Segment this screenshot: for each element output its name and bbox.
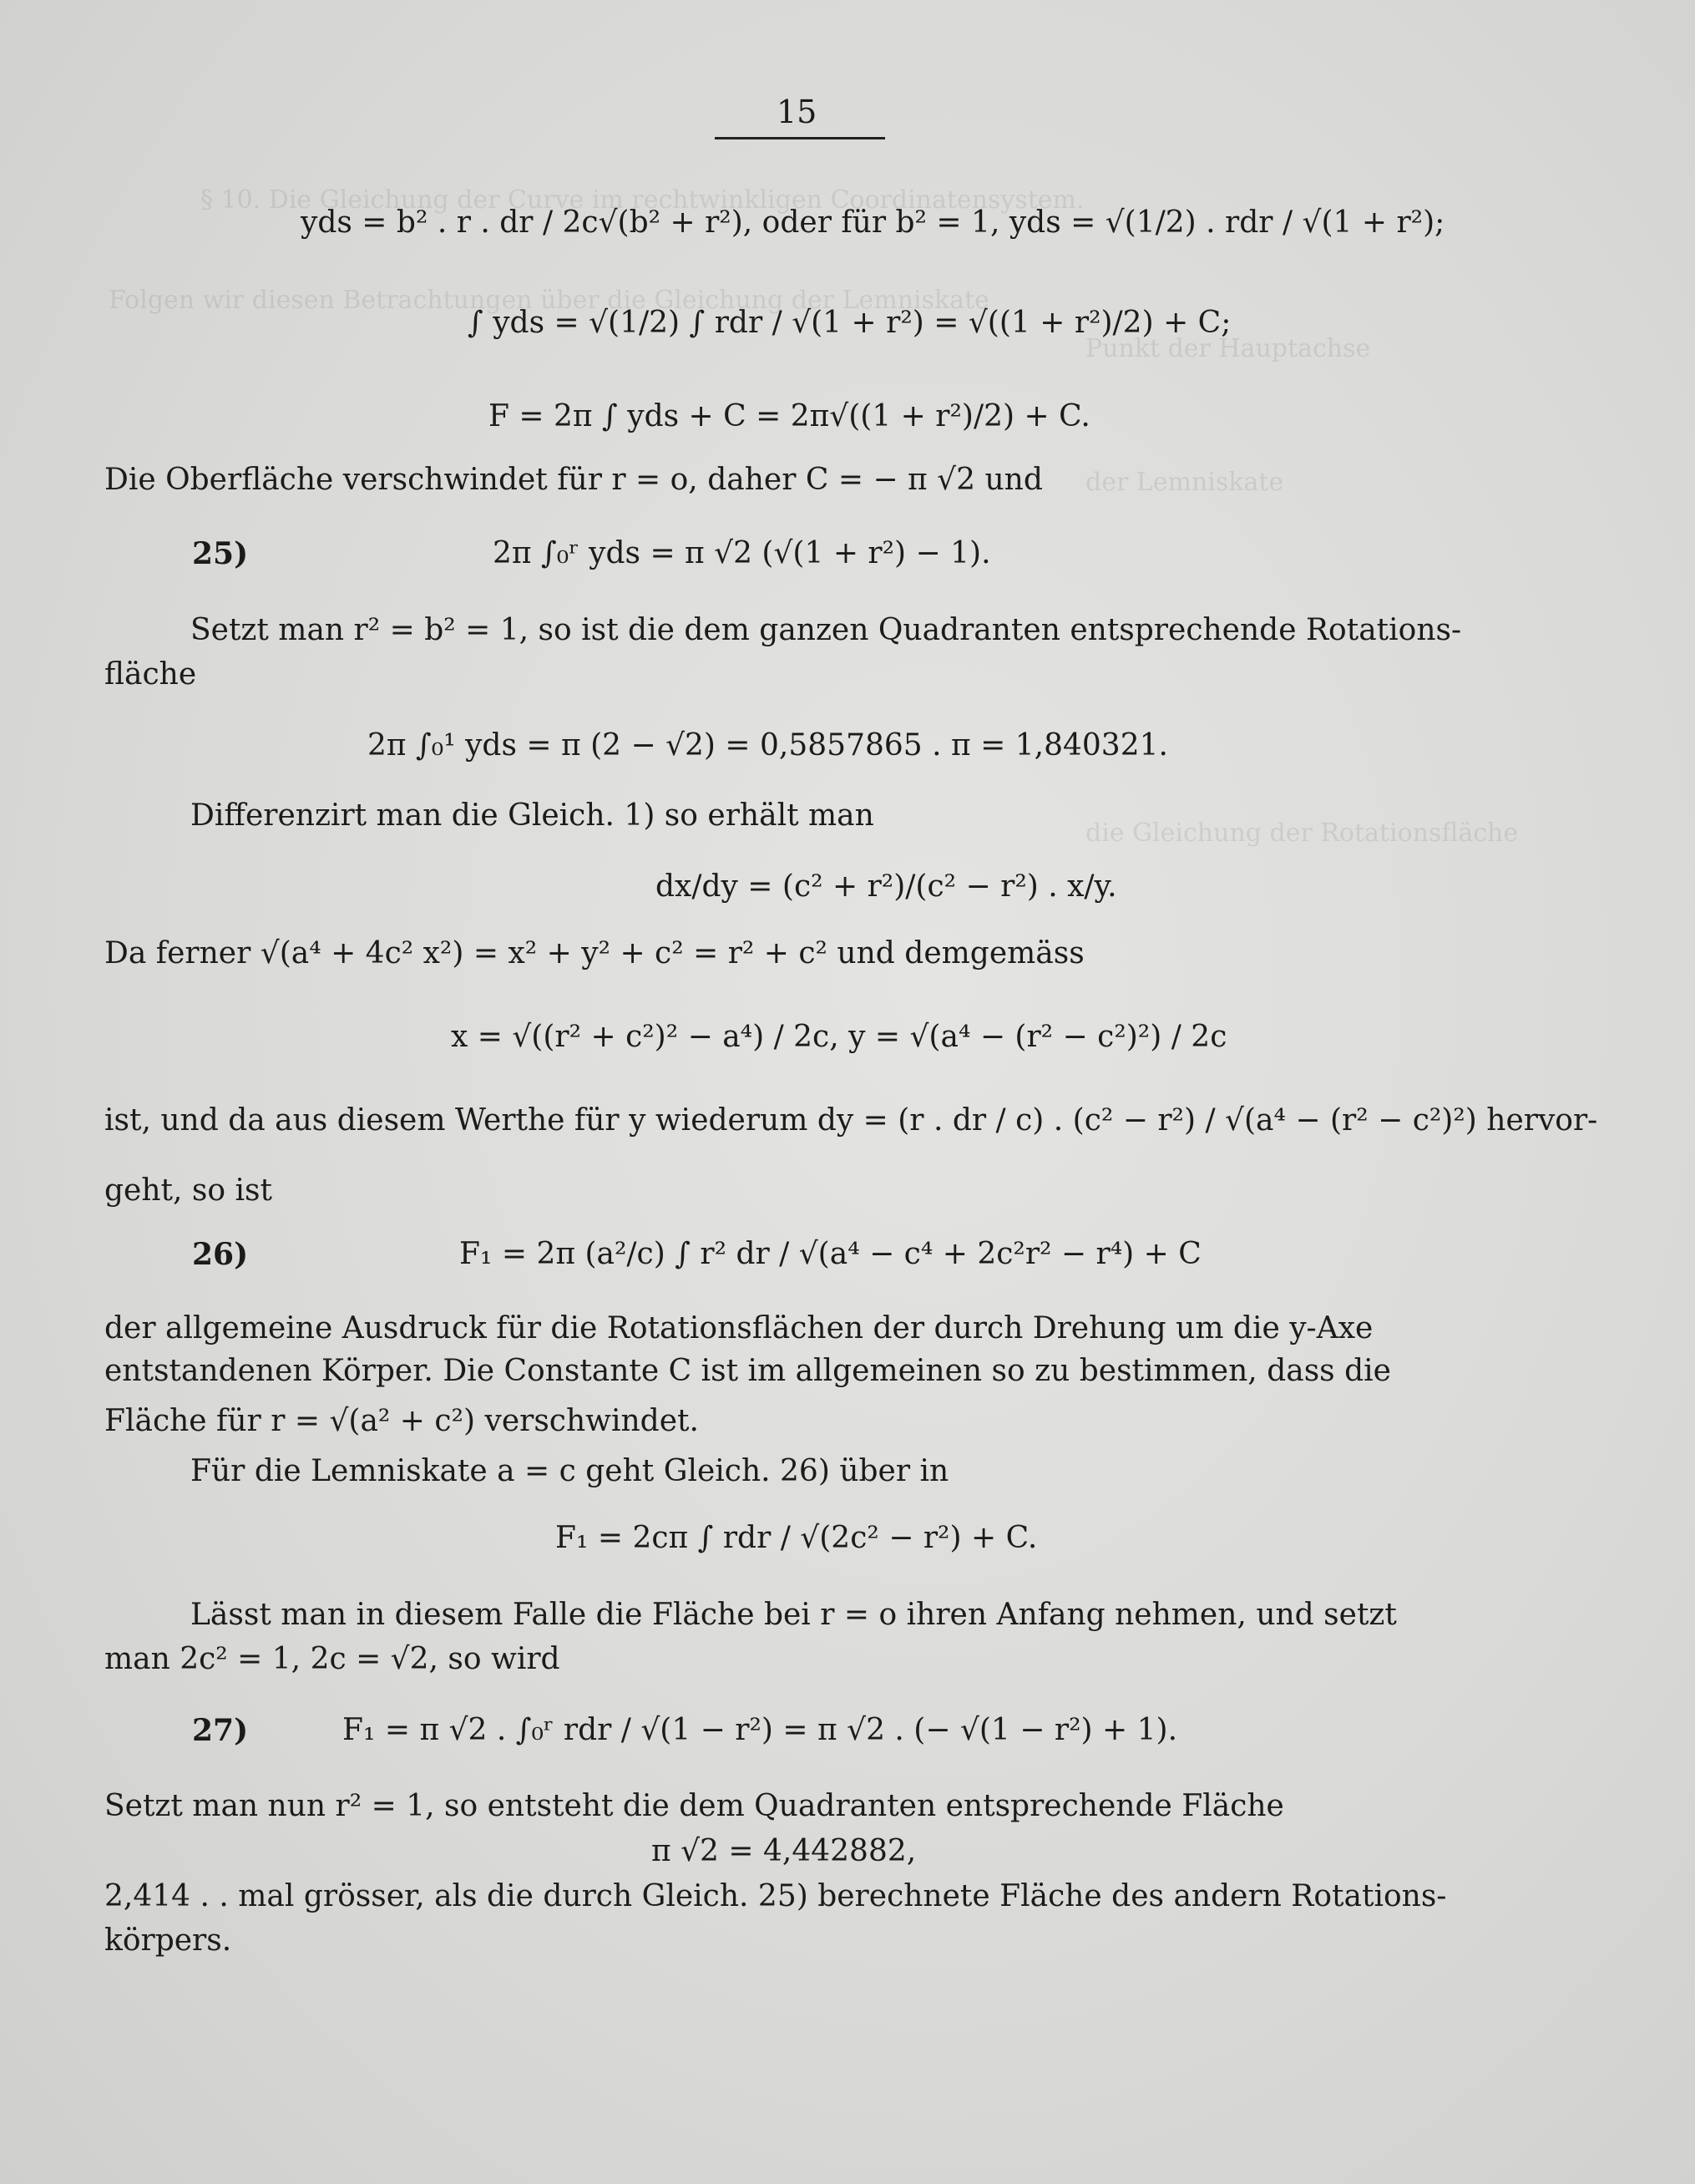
paragraph-text: ist, und da aus diesem Werthe für y wiederum dy = (r . dr / c) . (c² − r²) / √(a⁴ − (r² − c²)²) hervor- [104,1103,1598,1138]
formula-26: F₁ = 2π (a²/c) ∫ r² dr / √(a⁴ − c⁴ + 2c²r² − r⁴) + C [459,1237,1202,1271]
paragraph-text: Differenzirt man die Gleich. 1) so erhält man [190,798,874,833]
equation-number: 26) [192,1237,249,1272]
paragraph-text: man 2c² = 1, 2c = √2, so wird [104,1642,560,1676]
page-number: 15 [777,94,817,130]
equation-number: 27) [192,1713,249,1748]
paragraph-text: körpers. [104,1923,232,1958]
formula-x-y: x = √((r² + c²)² − a⁴) / 2c, y = √(a⁴ − (r² − c²)²) / 2c [451,1020,1227,1054]
bleed-through-line: Folgen wir diesen Betrachtungen über die Gleichung der Lemniskate [109,286,989,315]
page-number-rule [715,137,885,139]
formula-lemniscate: F₁ = 2cπ ∫ rdr / √(2c² − r²) + C. [555,1521,1038,1555]
formula-result: π √2 = 4,442882, [651,1834,917,1868]
paragraph-text: entstandenen Körper. Die Constante C ist im allgemeinen so zu bestimmen, dass die [104,1354,1391,1388]
formula-quadrant: 2π ∫₀¹ yds = π (2 − √2) = 0,5857865 . π = 1,840321. [367,728,1168,763]
paragraph-text: Fläche für r = √(a² + c²) verschwindet. [104,1404,699,1438]
formula-25: 2π ∫₀ʳ yds = π √2 (√(1 + r²) − 1). [493,536,991,570]
bleed-through-line: die Gleichung der Rotationsfläche [1085,818,1519,848]
bleed-through-line: der Lemniskate [1085,468,1284,497]
formula-dxdy: dx/dy = (c² + r²)/(c² − r²) . x/y. [655,869,1117,904]
paragraph-text: fläche [104,657,197,692]
bleed-through-line: § 10. Die Gleichung der Curve im rechtwinkligen Coordinatensystem. [200,185,1085,215]
bleed-through-line: Punkt der Hauptachse [1085,334,1371,363]
paragraph-text: Da ferner √(a⁴ + 4c² x²) = x² + y² + c² = r² + c² und demgemäss [104,936,1085,970]
paragraph-text: Die Oberfläche verschwindet für r = o, daher C = − π √2 und [104,463,1043,497]
paragraph-text: der allgemeine Ausdruck für die Rotationsflächen der durch Drehung um die y-Axe [104,1311,1374,1345]
paragraph-text: Setzt man r² = b² = 1, so ist die dem ganzen Quadranten entsprechende Rotations- [190,613,1462,647]
paragraph-text: 2,414 . . mal grösser, als die durch Gleich. 25) berechnete Fläche des andern Rotations- [104,1879,1447,1913]
paragraph-text: Setzt man nun r² = 1, so entsteht die dem Quadranten entsprechende Fläche [104,1789,1284,1823]
paragraph-text: Lässt man in diesem Falle die Fläche bei r = o ihren Anfang nehmen, und setzt [190,1598,1397,1632]
formula-surface-F: F = 2π ∫ yds + C = 2π√((1 + r²)/2) + C. [488,399,1090,433]
formula-integral-yds: ∫ yds = √(1/2) ∫ rdr / √(1 + r²) = √((1 + r²)/2) + C; [468,306,1232,340]
equation-number: 25) [192,536,249,571]
formula-27: F₁ = π √2 . ∫₀ʳ rdr / √(1 − r²) = π √2 . (− √(1 − r²) + 1). [342,1713,1178,1747]
paragraph-text: geht, so ist [104,1173,272,1208]
formula-yds: yds = b² . r . dr / 2c√(b² + r²), oder für b² = 1, yds = √(1/2) . rdr / √(1 + r²); [301,205,1445,240]
paragraph-text: Für die Lemniskate a = c geht Gleich. 26) über in [190,1454,949,1488]
